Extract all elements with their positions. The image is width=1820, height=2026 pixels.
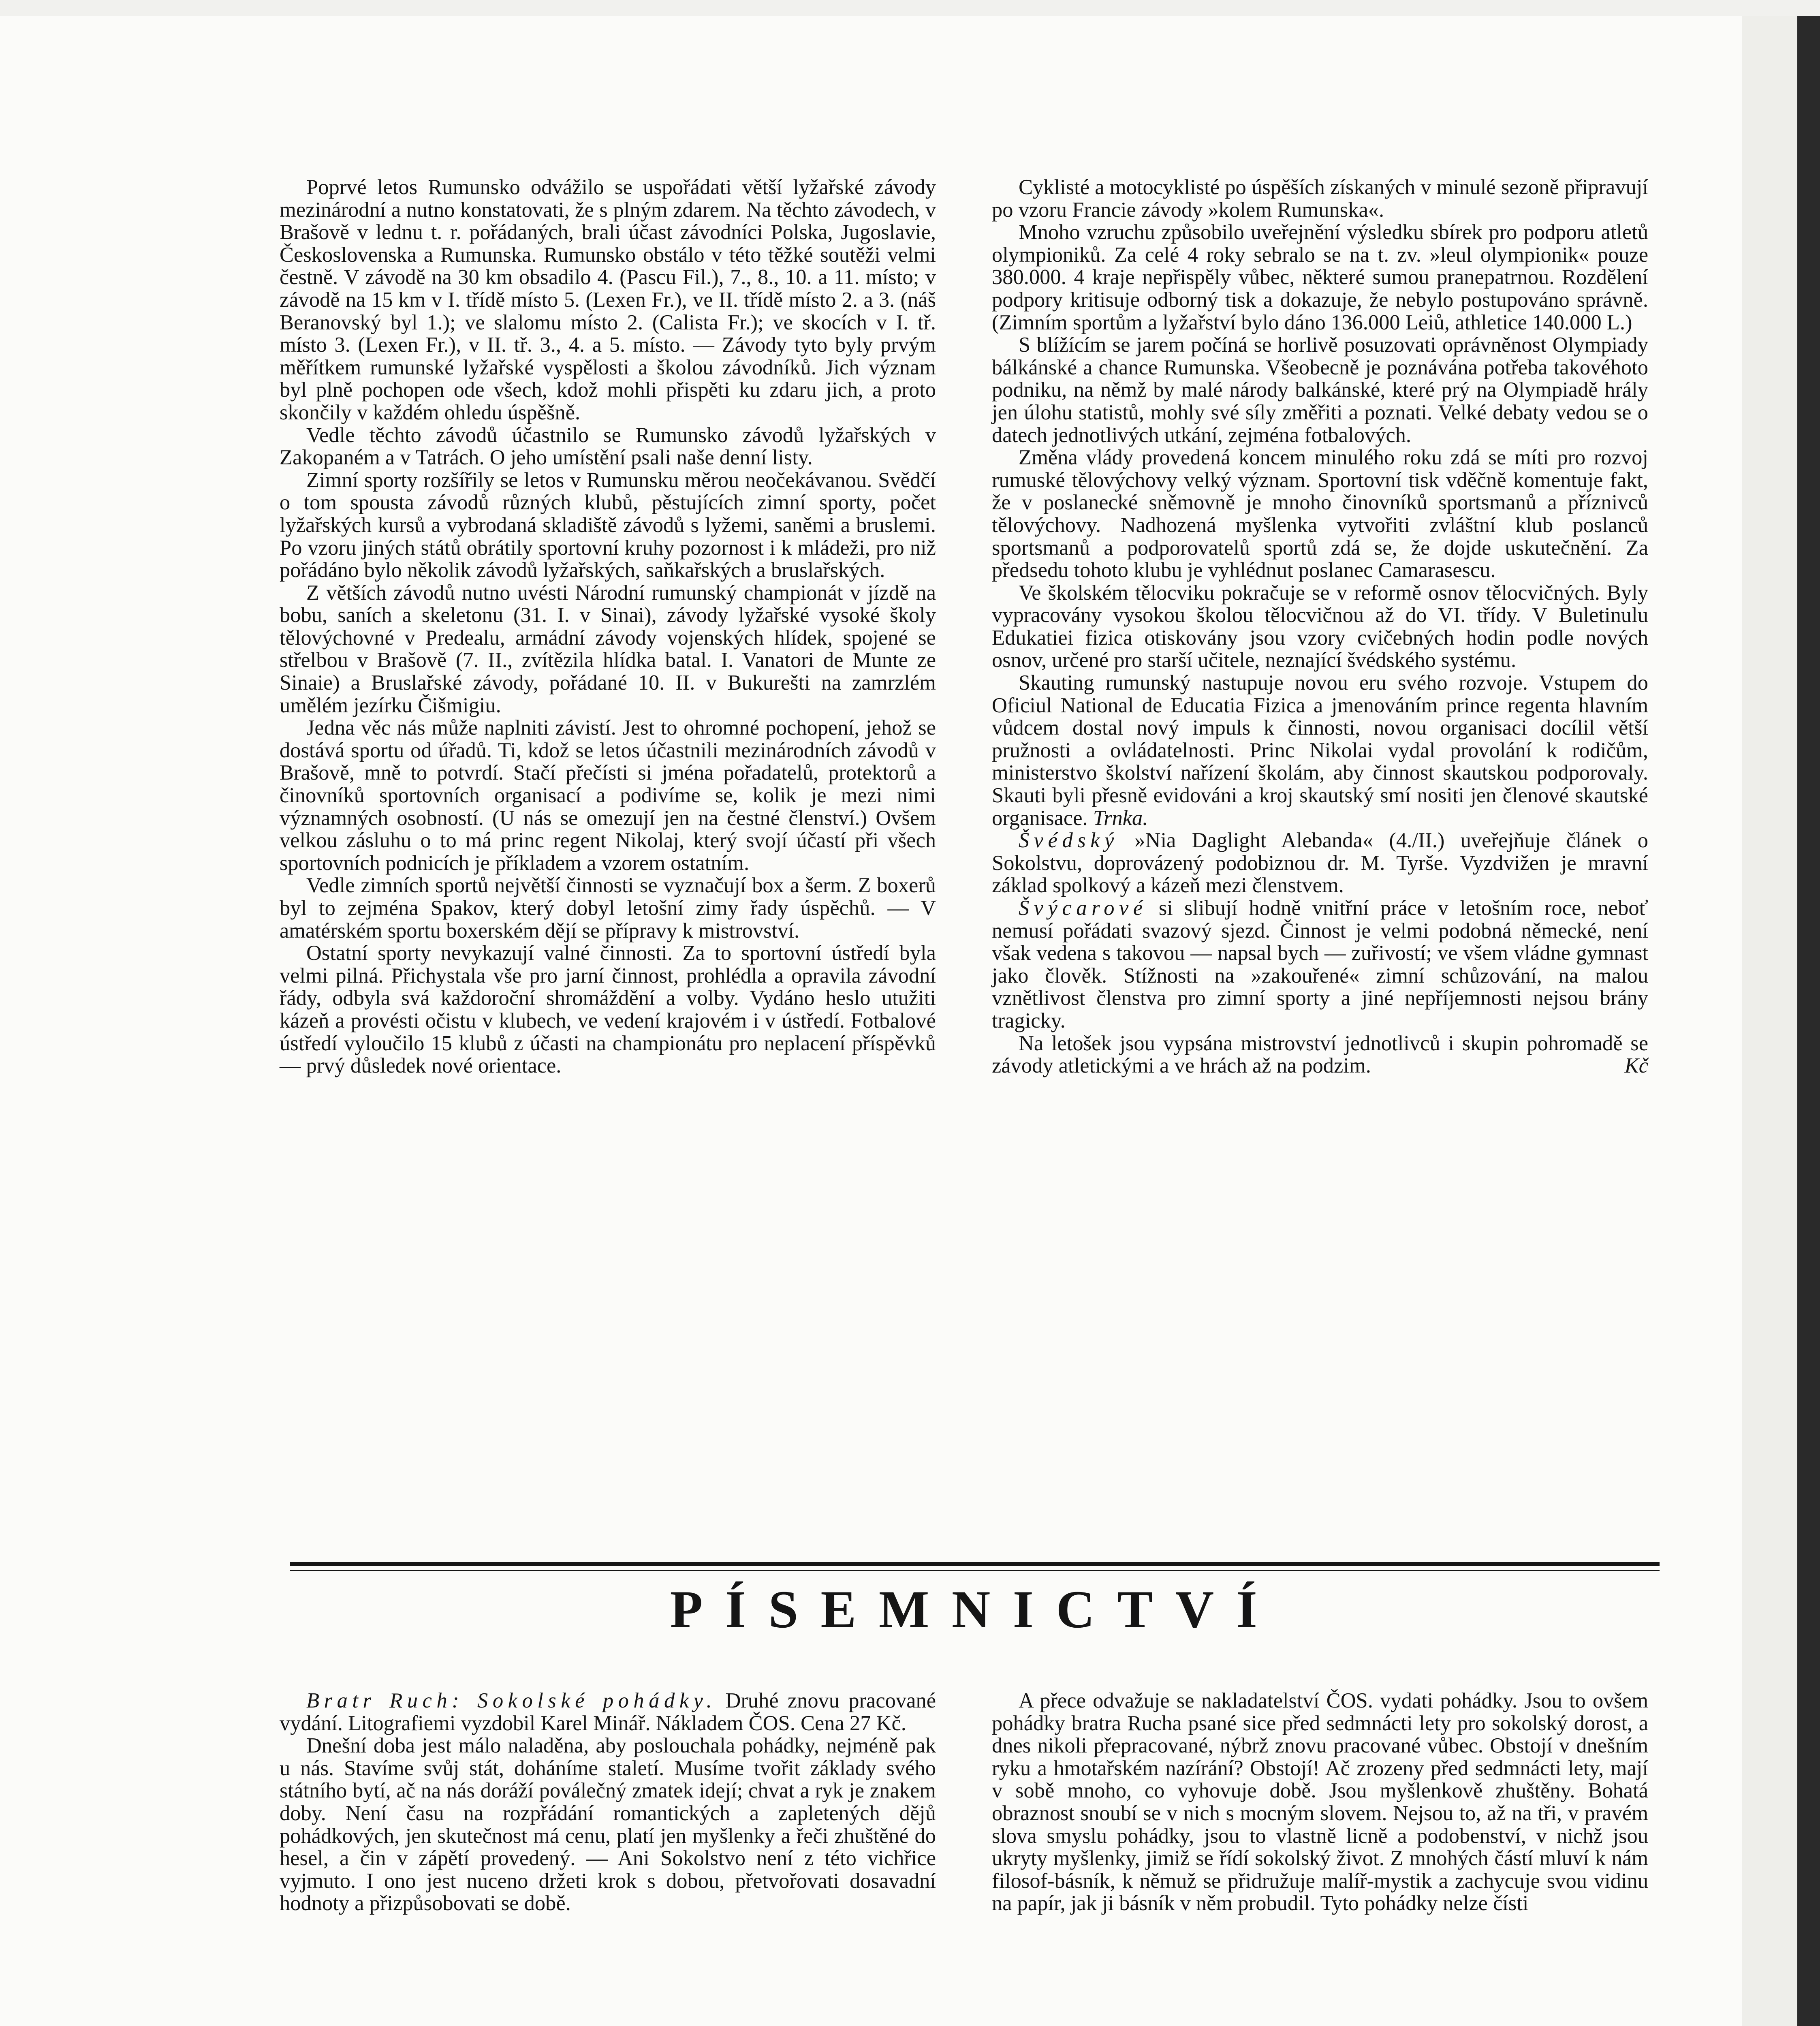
lead-word: Švédský xyxy=(1019,829,1119,853)
paragraph xyxy=(992,1032,1648,1077)
section-rule-thin xyxy=(290,1570,1660,1571)
paragraph: Cyklisté a motocyklisté po úspěších získaných v minulé sezoně připravují po vzoru Francie závody »kolem Rumunska«. xyxy=(992,175,1648,222)
bottom-left-column xyxy=(280,1690,936,1915)
section-heading: PÍSEMNICTVÍ xyxy=(670,1579,1280,1639)
section-rule-thick xyxy=(290,1562,1660,1566)
paragraph: Dnešní doba jest málo naladěna, aby poslouchala pohádky, nejméně pak u nás. Stavíme svůj stát, doháníme staletí. Musíme tvořit základy svého státního bytí, ač na nás doráží poválečný zmatek idejí; chvat a ryk je znakem doby. Není času na rozpřádání romantických a zapletených dějů pohádkových, jen skutečnost má cenu, platí jen myšlenky a řeči zhuštěné do hesel, a čin v zápětí provedený. — Ani Sokolstvo není z této vichřice vyjmuto. I ono jest nuceno držeti krok s dobou, přetvořovati dosavadní hodnoty a přizpůsobovati se době. xyxy=(280,1734,936,1915)
paragraph xyxy=(992,829,1648,897)
paragraph-text: si slibují hodně vnitřní práce v letošním roce, neboť nemusí pořádati svazový sjezd. Činnost je velmi podobná německé, není však vedena s takovou — napsal bych — zuřivostí; ve všem vládne gymnast jako člověk. Stížnosti na »zakouřené« zimní schůzování, na malou vznětlivost členstva pro zimní sporty a jiné nepříjemnosti nejsou brány tragicky. xyxy=(992,896,1649,1032)
paragraph-text: Na letošek jsou vypsána mistrovství jednotlivců i skupin pohromadě se závody atletickými a ve hrách až na podzim. xyxy=(992,1031,1648,1078)
paragraph: Vedle těchto závodů účastnilo se Rumunsko závodů lyžařských v Zakopaném a v Tatrách. O jeho umístění psali naše denní listy. xyxy=(280,423,936,470)
paragraph: Změna vlády provedená koncem minulého roku zdá se míti pro rozvoj rumuské tělovýchovy velký význam. Sportovní tisk vděčně komentuje fakt, že v poslanecké sněmovně je mnoho činovníků sportsmanů a příznivců tělovýchovy. Nadhozená myšlenka vytvořiti zvláštní klub poslanců sportsmanů a podporovatelů sportů zdá se, že dojde uskutečnění. Za předsedu tohoto klubu je vyhlédnut poslanec Camarasescu. xyxy=(992,446,1648,582)
paragraph: Poprvé letos Rumunsko odvážilo se uspořádati větší lyžařské závody mezinárodní a nutno konstatovati, že s plným zdarem. Na těchto závodech, v Brašově v lednu t. r. pořádaných, brali účast závodníci Polska, Jugoslavie, Československa a Rumunska. Rumunsko obstálo v této těžké soutěži velmi čestně. V závodě na 30 km obsadilo 4. (Pascu Fil.), 7., 8., 10. a 11. místo; v závodě na 15 km v I. třídě místo 5. (Lexen Fr.), ve II. třídě místo 2. a 3. (náš Beranovský byl 1.); ve slalomu místo 2. (Calista Fr.); ve skocích v I. tř. místo 3. (Lexen Fr.), v II. tř. 3., 4. a 5. místo. — Závody tyto byly prvým měřítkem rumunské lyžařské vyspělosti a školou závodníků. Jich význam byl plně pochopen ode všech, kdož mohli přispěti ku zdaru jich, a proto skončily v každém ohledu úspěšně. xyxy=(280,175,936,424)
bottom-right-column xyxy=(992,1690,1648,1915)
paragraph: S blížícím se jarem počíná se horlivě posuzovati oprávněnost Olympiady bálkánské a chance Rumunska. Všeobecně je poznávána potřeba takovéhoto podniku, na němž by malé národy balkánské, které prý na Olympiadě hrály jen úlohu statistů, mohly své síly změřiti a poznati. Velké debaty vedou se o datech jednotlivých utkání, zejména fotbalových. xyxy=(992,333,1648,447)
paragraph-text: Skauting rumunský nastupuje novou eru svého rozvoje. Vstupem do Oficiul National de Educatia Fizica a jmenováním prince regenta hlavním vůdcem dostal nový impuls k činnosti, novou organisaci docílil větší pružnosti a ovládatelnosti. Princ Nikolai vydal provolání k rodičům, ministerstvo školství nařízení školám, aby činnost skautskou podporovaly. Skauti byli přesně evidováni a kroj skautský smí nositi jen členové skautské organisace. xyxy=(992,671,1648,830)
author-signature: Trnka. xyxy=(1093,806,1148,830)
review-meta: Druhé znovu pracované vydání. Litografiemi vyzdobil Karel Minář. Nákladem ČOS. Cena 27 Kč. xyxy=(280,1689,936,1735)
top-left-column xyxy=(280,176,936,1077)
paragraph: Ve školském tělocviku pokračuje se v reformě osnov tělocvičných. Byly vypracovány vysokou školou tělocvičnou až do VI. třídy. V Buletinulu Edukatiei fizica otiskovány jsou vzory cvičebných hodin podle nových osnov, určené pro starší učitele, neznající švédského systému. xyxy=(992,581,1648,672)
paragraph xyxy=(992,897,1648,1032)
paragraph: Z větších závodů nutno uvésti Národní rumunský championát v jízdě na bobu, saních a skeletonu (31. I. v Sinai), závody lyžařské vysoké školy tělovýchovné v Predealu, armádní závody vojenských hlídek, spojené se střelbou v Brašově (7. II., zvítězila hlídka batal. I. Vanatori de Munte ze Sinaie) a Bruslařské závody, pořádané 10. II. v Bukurešti na zamrzlém umělém jezírku Čišmigiu. xyxy=(280,581,936,717)
paragraph: Vedle zimních sportů největší činnosti se vyznačují box a šerm. Z boxerů byl to zejména Spakov, který dobyl letošní zimy řady úspěchů. — V amatérském sportu boxerském dějí se přípravy k mistrovství. xyxy=(280,874,936,942)
paragraph: Zimní sporty rozšířily se letos v Rumunsku měrou neočekávanou. Svědčí o tom spousta závodů různých klubů, pěstujících zimní sporty, počet lyžařských kursů a vybrodaná skladiště závodů s lyžemi, saněmi a bruslemi. Po vzoru jiných států obrátily sportovní kruhy pozornost i k mládeži, pro niž pořádáno bylo několik závodů lyžařských, saňkařských a bruslařských. xyxy=(280,468,936,582)
paragraph: Ostatní sporty nevykazují valné činnosti. Za to sportovní ústředí byla velmi pilná. Přichystala vše pro jarní činnost, prohlédla a opravila závodní řády, odbyla svá každoroční shromáždění a volby. Vydáno heslo utužiti kázeň a provésti očistu v klubech, ve vedení krajovém i v ústředí. Fotbalové ústředí vyloučilo 15 klubů z účasti na championátu pro neplacení příspěvků — prvý důsledek nové orientace. xyxy=(280,941,936,1078)
paragraph: Mnoho vzruchu způsobilo uveřejnění výsledku sbírek pro podporu atletů olympioniků. Za celé 4 roky sebralo se na t. zv. »leul olympionik« pouze 380.000. 4 kraje nepřispěly vůbec, některé sumou pranepatrnou. Rozdělení podpory kritisuje odborný tisk a dokazuje, že nebylo postupováno správně. (Zimním sportům a lyžařství bylo dáno 136.000 Leiů, athletice 140.000 L.) xyxy=(992,220,1648,334)
lead-word: Švýcarové xyxy=(1019,896,1147,920)
author-signature: Kč xyxy=(1624,1054,1648,1078)
review-header xyxy=(280,1690,936,1735)
paragraph-text: »Nia Daglight Alebanda« (4./II.) uveřejňuje článek o Sokolstvu, doprovázený podobiznou dr. M. Tyrše. Vyzdvižen je mravní základ spolkový a kázeň mezi členstvem. xyxy=(992,829,1649,898)
top-right-column xyxy=(992,176,1648,1077)
paragraph: Jedna věc nás může naplniti závistí. Jest to ohromné pochopení, jehož se dostává sportu od úřadů. Ti, kdož se letos účastnili mezinárodních závodů v Brašově, mně to potvrdí. Stačí přečísti si jména pořadatelů, protektorů a činovníků sportovních organisací a podivíme se, kolik je mezi nimi významných osobností. (U nás se omezují jen na čestné členství.) Ovšem velkou zásluhu o to má princ regent Nikolaj, který svojí účastí při všech sportovních podnicích je příkladem a vzorem ostatním. xyxy=(280,716,936,875)
review-title: Bratr Ruch: Sokolské pohádky. xyxy=(306,1689,717,1712)
paragraph xyxy=(992,672,1648,829)
paragraph: A přece odvažuje se nakladatelství ČOS. vydati pohádky. Jsou to ovšem pohádky bratra Rucha psané sice před sedmnácti lety pro sokolský dorost, a dnes nikoli přepracované, nýbrž znovu pracované vůbec. Obstojí v dnešním ryku a hmotařském nazírání? Obstojí! Ač zrozeny před sedmnácti lety, mají v sobě mnoho, co vyhovuje době. Jsou myšlenkově zhuštěny. Bohatá obraznost snoubí se v nich s mocným slovem. Nejsou to, až na tři, v pravém slova smyslu pohádky, jsou to vlastně licně a podobenství, v nichž jsou ukryty myšlenky, jimiž se řídí sokolský život. Z mnohých částí mluví k nám filosof-básník, k němuž se přidružuje malíř-mystik a zachycuje svou vidinu na papír, jak ji básník v něm probudil. Tyto pohádky nelze čísti xyxy=(992,1689,1648,1915)
